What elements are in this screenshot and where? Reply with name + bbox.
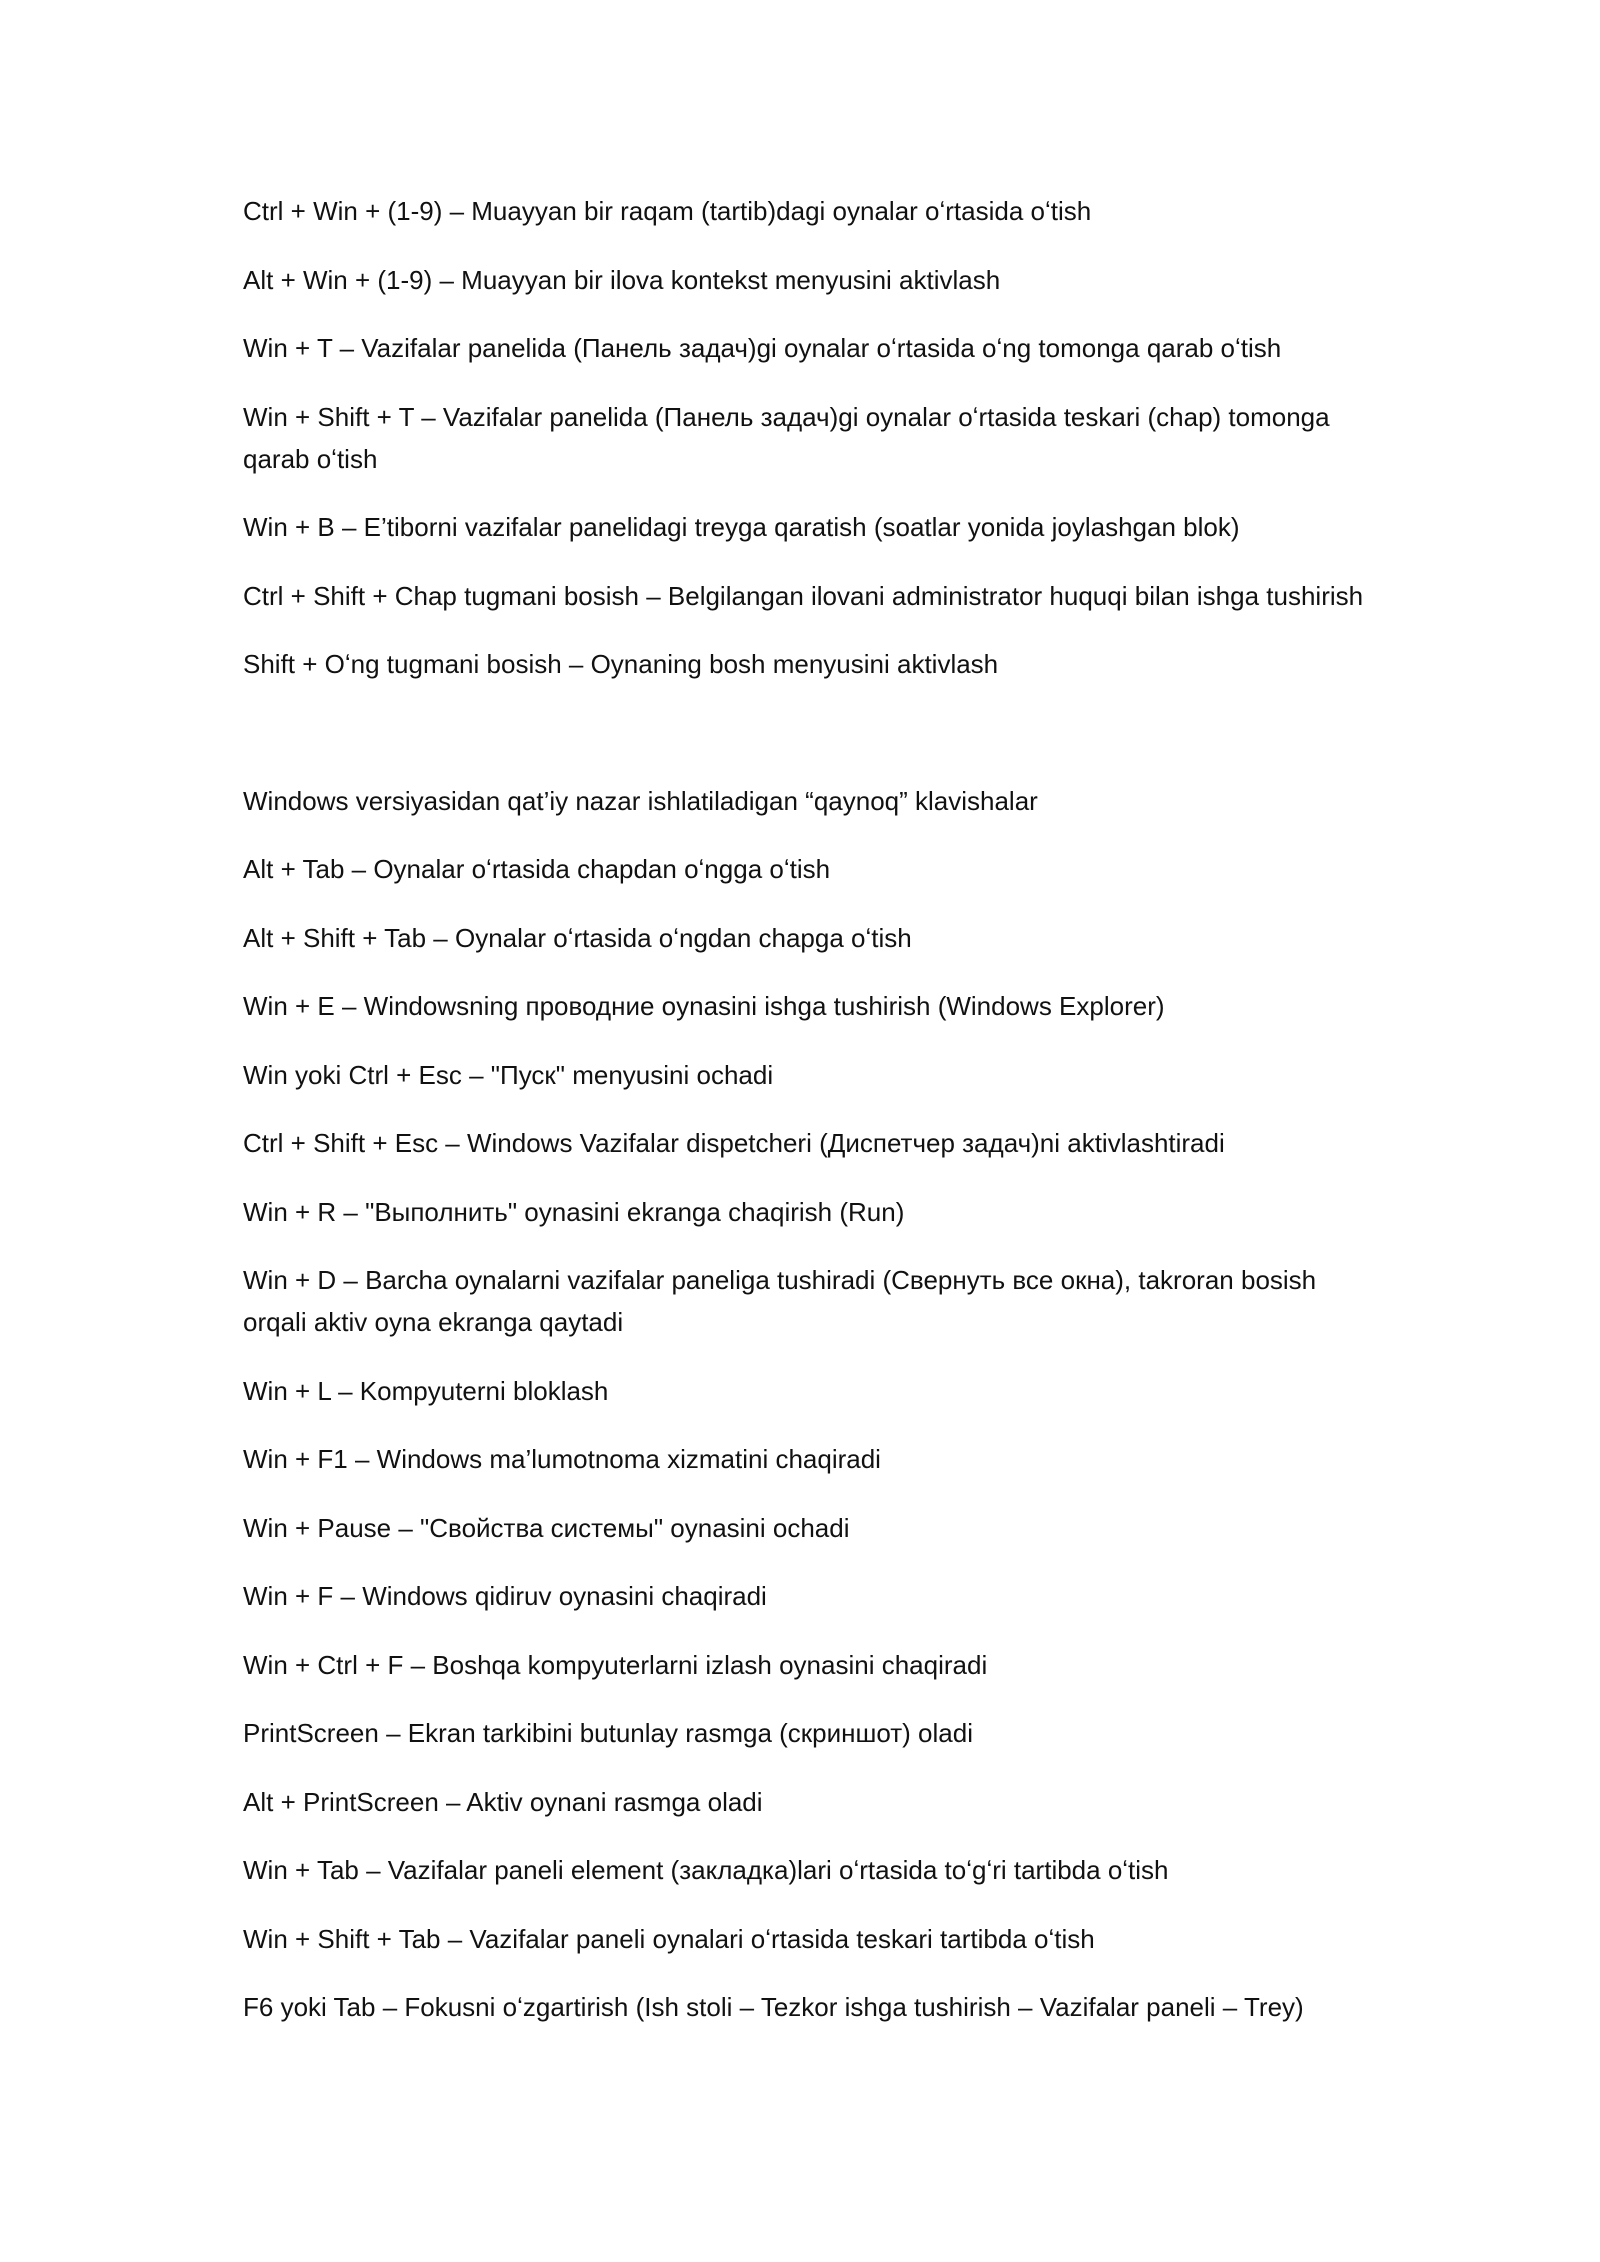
shortcut-line: Win + Shift + Tab – Vazifalar paneli oynalari oʻrtasida teskari tartibda oʻtish xyxy=(243,1923,1095,1954)
shortcut-line: Win + L – Kompyuterni bloklash xyxy=(243,1375,609,1406)
shortcut-line: Win yoki Ctrl + Esc – "Пуск" menyusini ochadi xyxy=(243,1059,774,1090)
section-heading: Windows versiyasidan qat’iy nazar ishlatiladigan “qaynoq” klavishalar xyxy=(243,785,1038,816)
shortcut-line: Alt + Shift + Tab – Oynalar oʻrtasida oʻngdan chapga oʻtish xyxy=(243,922,912,953)
shortcut-line: Ctrl + Win + (1-9) – Muayyan bir raqam (tartib)dagi oynalar oʻrtasida oʻtish xyxy=(243,196,1092,226)
shortcut-line: Alt + Tab – Oynalar oʻrtasida chapdan oʻngga oʻtish xyxy=(243,854,831,884)
shortcut-line: Win + Tab – Vazifalar paneli element (закладка)lari oʻrtasida toʻgʻri tartibda oʻtish xyxy=(243,1855,1169,1885)
shortcut-line: Ctrl + Shift + Esc – Windows Vazifalar dispetcheri (Диспетчер задач)ni aktivlashtiradi xyxy=(243,1128,1225,1158)
shortcut-line: Alt + Win + (1-9) – Muayyan bir ilova kontekst menyusini aktivlash xyxy=(243,264,1001,295)
section-spacer xyxy=(243,712,1383,780)
shortcut-line: Win + T – Vazifalar panelida (Панель задач)gi oynalar oʻrtasida oʻng tomonga qarab oʻtish xyxy=(243,333,1282,363)
shortcut-line: Win + Pause – "Свойства системы" oynasini ochadi xyxy=(243,1512,850,1543)
shortcut-line: Win + Ctrl + F – Boshqa kompyuterlarni izlash oynasini chaqiradi xyxy=(243,1649,988,1680)
shortcut-line: PrintScreen – Ekran tarkibini butunlay rasmga (скриншот) oladi xyxy=(243,1718,973,1748)
shortcut-line: Win + F1 – Windows ma’lumotnoma xizmatini chaqiradi xyxy=(243,1444,881,1474)
shortcut-line: Win + D – Barcha oynalarni vazifalar paneliga tushiradi (Свернуть все окна), takroran bosish orqali aktiv oyna ekranga qaytadi xyxy=(243,1265,1317,1337)
shortcut-line: Alt + PrintScreen – Aktiv oynani rasmga oladi xyxy=(243,1786,763,1817)
shortcut-line: Win + E – Windowsning проводние oynasini ishga tushirish (Windows Explorer) xyxy=(243,991,1165,1021)
shortcut-line: Shift + Oʻng tugmani bosish – Oynaning bosh menyusini aktivlash xyxy=(243,649,999,679)
shortcut-line: Win + Shift + T – Vazifalar panelida (Панель задач)gi oynalar oʻrtasida teskari (chap) tomonga qarab oʻtish xyxy=(243,401,1330,474)
shortcut-line: F6 yoki Tab – Fokusni oʻzgartirish (Ish stoli – Tezkor ishga tushirish – Vazifalar paneli – Trey) xyxy=(243,1992,1304,2022)
shortcut-line: Win + F – Windows qidiruv oynasini chaqiradi xyxy=(243,1581,767,1611)
shortcut-line: Win + R – "Выполнить" oynasini ekranga chaqirish (Run) xyxy=(243,1196,905,1227)
shortcut-line: Win + B – E’tiborni vazifalar panelidagi treyga qaratish (soatlar yonida joylashgan blok) xyxy=(243,512,1240,542)
document-body xyxy=(243,190,1383,2055)
shortcut-line: Ctrl + Shift + Chap tugmani bosish – Belgilangan ilovani administrator huquqi bilan ishga tushirish xyxy=(243,580,1364,611)
